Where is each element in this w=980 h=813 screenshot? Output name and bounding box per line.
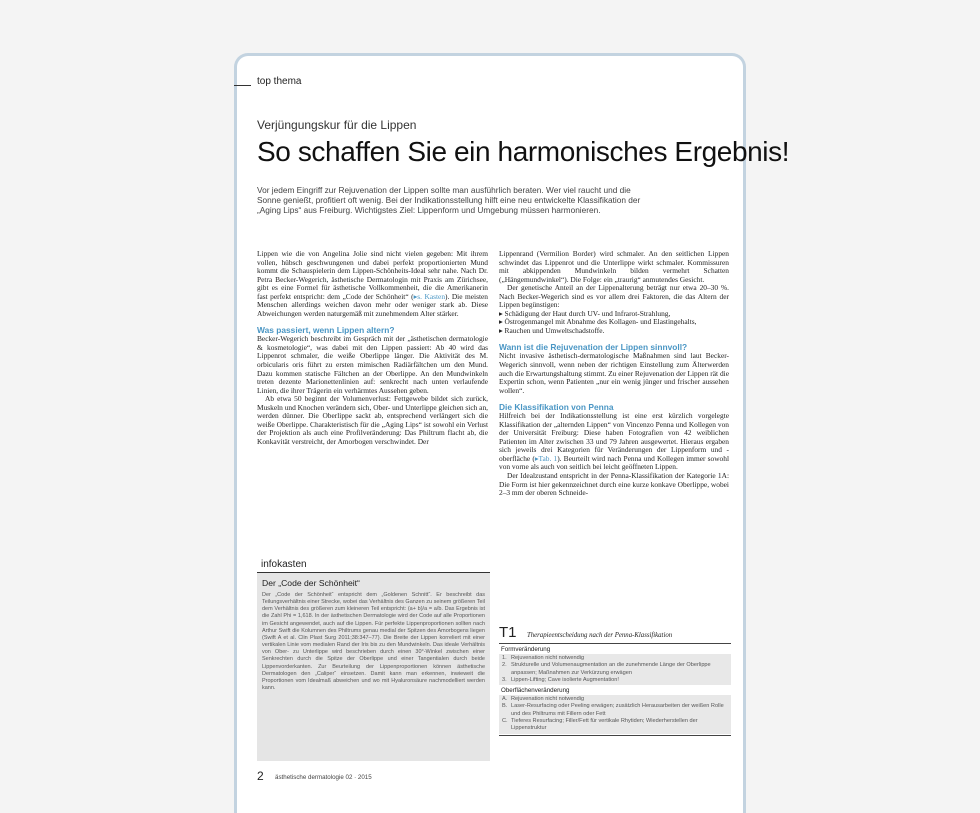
paragraph: Nicht invasive ästhetisch-dermatologische Maßnahmen sind laut Becker-Wegerich sinnvoll, wenn neben der richtigen Einstellung zum Älterwerden auch die Erwartungshaltung stimmt. Zu einer Rejuvenation der Lippen rät die Expertin schon, wenn Patienten „nur ein wenig jünger und frischer aussehen wollen“. <box>499 351 729 395</box>
table-row: 1. Rejuvenation nicht notwendig <box>502 655 585 661</box>
table-group-rows <box>499 695 731 733</box>
table-group-title: Formveränderung <box>501 646 551 653</box>
infobox-title: Der „Code der Schönheit“ <box>262 578 360 588</box>
table-row: 3. Lippen-Lifting; Cave isolierte Augmentation! <box>502 676 619 683</box>
table-row: 2. Strukturelle und Volumenaugmentation an die zunehmende Länge der Oberlippe anpassen; Maßnahmen zur Verkürzung erwägen <box>502 662 711 676</box>
table-bottom-rule <box>499 735 731 736</box>
table-label: T1 <box>499 624 517 641</box>
list-item: ▸ Schädigung der Haut durch UV- und Infrarot-Strahlung, <box>499 308 671 318</box>
paragraph: Der Idealzustand entspricht in der Penna-Klassifikation der Kategorie 1A: Die Form ist hier gekennzeichnet durch eine kurze konkave Oberlippe, wobei 2–3 mm der oberen Schneide- <box>499 471 729 498</box>
subheading: Was passiert, wenn Lippen altern? <box>257 325 395 336</box>
box-reference-link[interactable]: ▸s. Kasten <box>413 291 446 301</box>
infobox <box>257 573 490 761</box>
section-label: top thema <box>257 76 302 87</box>
text-column-left <box>257 250 488 446</box>
table-row: C. Tieferes Resurfacing; Filler/Fett für vertikale Rhytiden; Wiederherstellen der Lippenstruktur <box>502 718 698 732</box>
table-row: A. Rejuvenation nicht notwendig <box>502 696 585 703</box>
table-reference-link[interactable]: ▸Tab. 1 <box>534 453 558 463</box>
article-lead: Vor jedem Eingriff zur Rejuvenation der Lippen sollte man ausführlich beraten. Wer viel raucht und die Sonne genießt, profitiert oft wenig. Bei der Indikationsstellung hilft eine neu entwickelte Klassifikation der „Aging Lips“ aus Freiburg. Wichtigstes Ziel: Lippenform und Umgebung müssen harmonieren. <box>257 185 641 215</box>
paragraph: Becker-Wegerich beschreibt im Gespräch mit der „ästhetischen dermatologie & kosmetologie“, was dabei mit den Lippen passiert: Ab 40 wird das Lippenrot schmaler, die weiße Oberlippe länger. Die Aktivität des M. orbicularis oris führt zu ersten mimischen Radiärfältchen um den Mund. Dazu kommen statische Fältchen an der Oberlippe. An den Mundwinkeln treten dezente Marionettenlinien auf: senkrecht nach unten verlaufende Linien, die ihrer Trägerin ein verhärmtes Aussehen geben. <box>257 334 488 395</box>
paragraph: Hilfreich bei der Indikationsstellung ist eine erst kürzlich vorgelegte Klassifikation der „alternden Lippen“ von Vincenzo Penna und Kollegen von der Universität Freiburg: Diese haben Fotografien von 42 weiblichen Patienten im Alter zwischen 33 und 79 Jahren ausgewertet. Hieraus ergaben sich jeweils drei Kategorien für Veränderungen der Lippenform und -oberfläche (▸Tab. 1). Beurteilt wird nach Penna und Kollegen immer sowohl von vorne als auch von seitlich bei leicht geöffneten Lippen. <box>499 411 729 472</box>
table-row: B. Laser-Resurfacing oder Peeling erwägen; zusätzlich Herausarbeiten der weißen Rolle und des Philtrums mit Fillern oder Fett <box>502 703 724 717</box>
paragraph: Lippenrand (Vermilion Border) wird schmaler. An den seitlichen Lippen schwindet das Lippenrot und die Unterlippe wirkt schmaler. Kommissuren mit abkippenden Mundwinkeln bilden vermehrt Schatten („Hängemundwinkel“). Die Folge: ein „traurig“ anmutendes Gesicht. <box>499 249 729 284</box>
section-rule <box>234 85 251 86</box>
infobox-text: Der „Code der Schönheit“ entspricht dem „Goldenen Schnitt“. Er beschreibt das Teilungsverhältnis einer Strecke, wobei das Verhältnis des Ganzen zu seinem größeren Teil dem Verhältnis des größeren zum kleineren Teil entspricht: (a+ b)/a = a/b. Das Ergebnis ist die Zahl Phi = 1,618. In der ästhetischen Dermatologie wird der Code auf alle Proportionen im Gesicht angewendet, auch auf die Lippen. Für perfekte Lippenproportionen sollten nach Arthur Swift die Kolumnen des Philtrums genau medial der Spitzen des Amorbogens liegen (Swift A et al. Clin Plast Surg 2011;38:347–77). Die Breite der Lippen korreliert mit einer vertikalen Linie vom medialen Rand der Iris bis zu den Mundwinkeln. Das ideale Verhältnis von Ober- zu Unterlippe wird beschrieben durch einen 30°-Winkel zwischen einer Senkrechten durch die Spitze der Oberlippe und einer Tangentialen durch beide Lippenvorderkanten. Zur Beurteilung der Lippenproportionen können ästhetische Dermatologen den „Caliper“ einsetzen. Damit kann man erkennen, inwieweit die Proportionen vom Idealmaß abweichen und wo mit Hyaluronsäure nachmodelliert werden kann. <box>262 592 485 692</box>
table-group-title: Oberflächenveränderung <box>501 687 570 695</box>
paragraph: Ab etwa 50 beginnt der Volumenverlust: Fettgewebe bildet sich zurück, Muskeln und Knochen verändern sich, Ober- und Unterlippe gleichen sich an, werden dünner. Die Oberlippe sackt ab, entsprechend verlängert sich die weiße Oberlippe. Charakteristisch für die „Aging Lips“ ist sowohl ein Verlust der Projektion als auch eine Profilveränderung: Das Philtrum flacht ab, die Konkavität verstreicht, der Amorbogen verschwindet. Der <box>257 394 488 446</box>
article-kicker: Verjüngungskur für die Lippen <box>257 118 417 132</box>
page-number: 2 <box>257 769 264 783</box>
infobox-label: infokasten <box>261 559 307 570</box>
text-column-right <box>499 250 729 498</box>
list-item: ▸ Östrogenmangel mit Abnahme des Kollagen- und Elastingehalts, <box>499 317 697 327</box>
list-item: ▸ Rauchen und Umweltschadstoffe. <box>499 325 605 335</box>
table-group-rows <box>499 654 731 685</box>
magazine-page <box>234 53 790 813</box>
journal-footer: ästhetische dermatologie 02 · 2015 <box>275 774 372 781</box>
paragraph: Lippen wie die von Angelina Jolie sind nicht vielen gegeben: Mit ihrem vollen, hübsch geschwungenen und dabei perfekt proportionierten Mund kommt die Schauspielerin dem Lippen-Schönheits-Ideal sehr nahe. Nach Dr. Petra Becker-Wegerich, ästhetische Dermatologin mit Praxis am Zürichsee, gibt es eine Formel für ästhetische Vollkommenheit, die die Amerikanerin fast perfekt entspricht: dem „Code der Schönheit“ (▸s. Kasten). Die meisten Menschen allerdings weichen davon mehr oder weniger stark ab. Diese Abweichungen werden naturgemäß mit zunehmendem Alter stärker. <box>257 249 488 318</box>
factor-list <box>499 310 729 336</box>
article-headline: So schaffen Sie ein harmonisches Ergebnis! <box>257 136 790 167</box>
classification-table <box>499 624 731 736</box>
paragraph: Der genetische Anteil an der Lippenalterung beträgt nur etwa 20–30 %. Nach Becker-Wegerich sind es vor allem drei Faktoren, die das Altern der Lippen begünstigen: <box>499 283 729 310</box>
subheading: Die Klassifikation von Penna <box>499 402 614 413</box>
subheading: Wann ist die Rejuvenation der Lippen sinnvoll? <box>499 342 688 353</box>
table-caption: Therapieentscheidung nach der Penna-Klassifikation <box>526 632 673 639</box>
